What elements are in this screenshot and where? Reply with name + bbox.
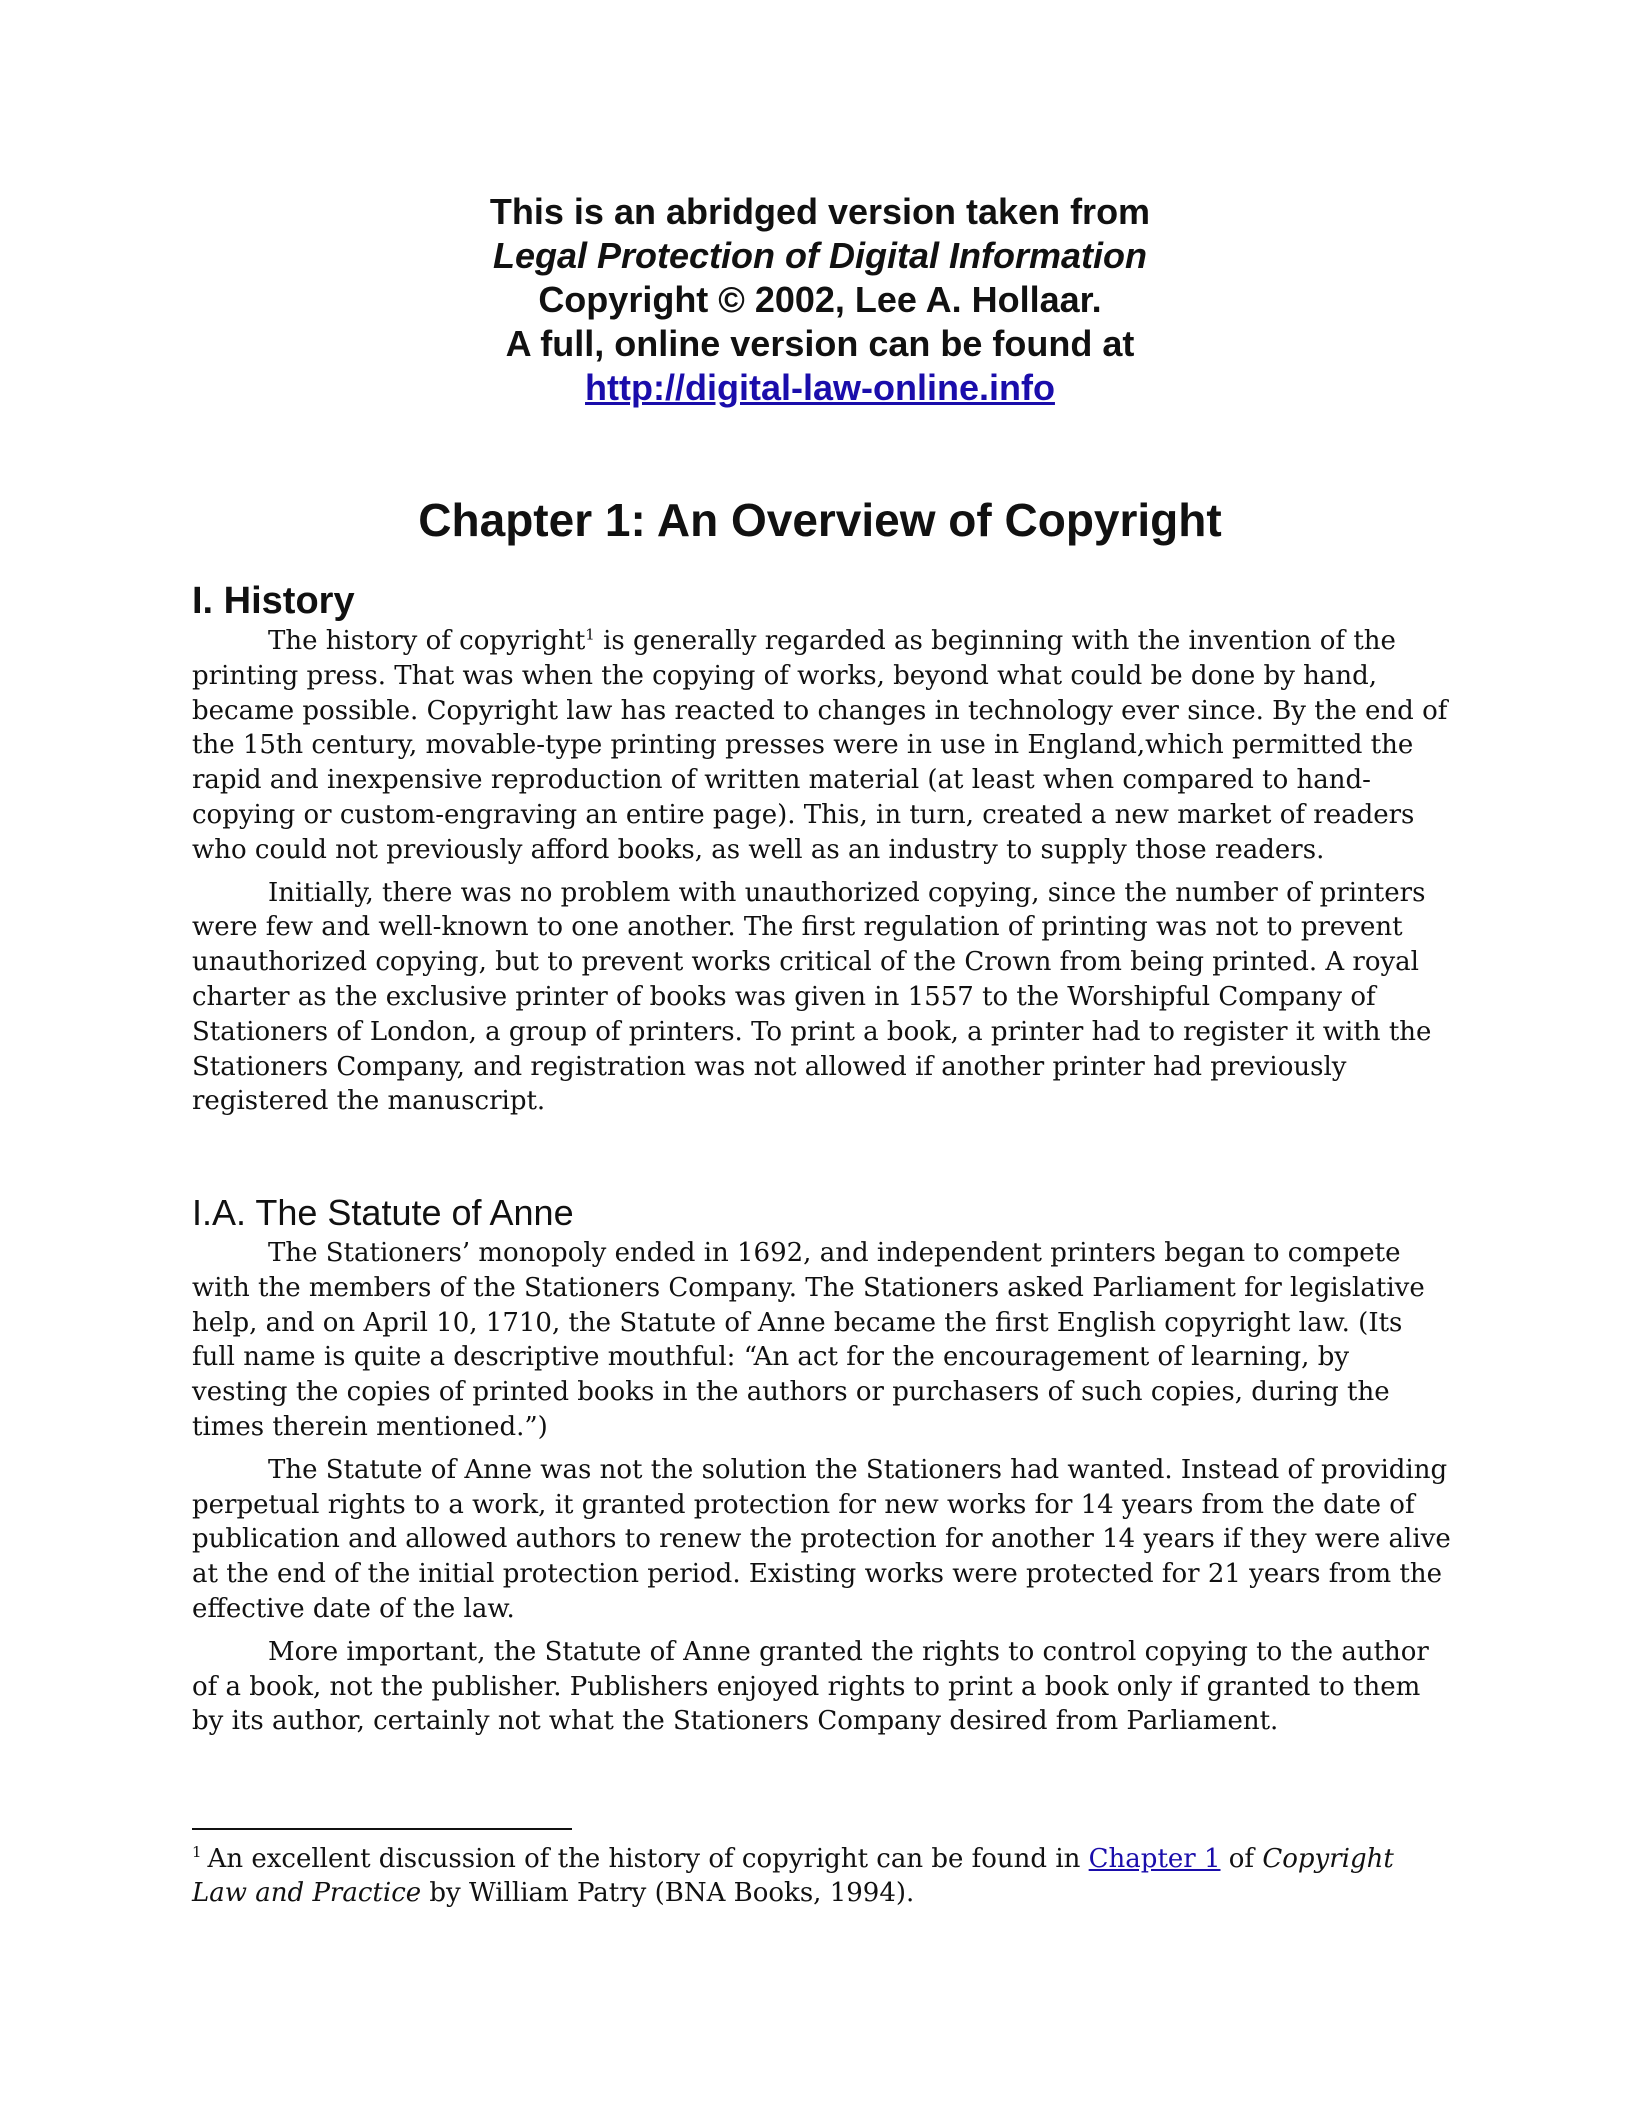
- statute-paragraph-2: The Statute of Anne was not the solution the Stationers had wanted. Instead of providing perpetual rights to a work, it granted protection for new works for 14 years from the date of publication and allowed authors to renew the protection for another 14 years if they were alive at the end of the initial protection period. Existing works were protected for 21 years from the effective date of the law.: [192, 1454, 1451, 1624]
- footnote-book-title: Copyright Law and Practice: [192, 1844, 1394, 1908]
- footnote-divider: [192, 1828, 572, 1830]
- history-paragraph-1-rest: is generally regarded as beginning with the invention of the printing press. That was when the copying of works, beyond what could be done by hand, became possible. Copyright law has reacted to changes in technology ever since. By the end of the 15th century, movable-type printing presses were in use in England,which permitted the rapid and inexpensive reproduction of written material (at least when compared to hand-copying or custom-engraving an entire page). This, in turn, created a new market of readers who could not previously afford books, as well as an industry to supply those readers.: [192, 626, 1448, 865]
- book-title: Legal Protection of Digital Information: [492, 235, 1147, 276]
- abridged-notice: [0, 190, 1640, 410]
- notice-line-1: This is an abridged version taken from: [489, 191, 1151, 232]
- copyright-line: Copyright © 2002, Lee A. Hollaar.: [538, 279, 1102, 320]
- footnote-chapter-link[interactable]: Chapter 1: [1088, 1844, 1221, 1874]
- section-heading-history: I. History: [192, 580, 355, 622]
- footnote-text-start: An excellent discussion of the history of copyright can be found in: [207, 1844, 1089, 1874]
- section-history: [192, 578, 1452, 1127]
- notice-line-4: A full, online version can be found at: [505, 323, 1135, 364]
- footnote-text-middle: of: [1220, 1844, 1263, 1874]
- history-paragraph-1: [192, 624, 1452, 868]
- section-heading-statute-of-anne: I.A. The Statute of Anne: [192, 1192, 574, 1233]
- statute-paragraph-1: The Stationers’ monopoly ended in 1692, and independent printers began to compete with the members of the Stationers Company. The Stationers asked Parliament for legislative help, and on April 10, 1710, the Statute of Anne became the first English copyright law. (Its full name is quite a descriptive mouthful: “An act for the encouragement of learning, by vesting the copies of printed books in the authors or purchasers of such copies, during the times therein mentioned.”): [192, 1238, 1425, 1442]
- website-link[interactable]: http://digital-law-online.info: [585, 367, 1055, 408]
- footnote-mark: 1: [192, 1843, 202, 1862]
- statute-paragraph-3: More important, the Statute of Anne granted the rights to control copying to the author of a book, not the publisher. Publishers enjoyed rights to print a book only if granted to them by its author, certainly not what the Stationers Company desired from Parliament.: [192, 1636, 1429, 1737]
- footnote: [192, 1842, 1452, 1910]
- footnote-reference[interactable]: 1: [585, 625, 595, 644]
- footnote-text-end: by William Patry (BNA Books, 1994).: [421, 1878, 915, 1908]
- history-paragraph-2: Initially, there was no problem with unauthorized copying, since the number of printers were few and well-known to one another. The first regulation of printing was not to prevent unauthorized copying, but to prevent works critical of the Crown from being printed. A royal charter as the exclusive printer of books was given in 1557 to the Worshipful Company of Stationers of London, a group of printers. To print a book, a printer had to register it with the Stationers Company, and registration was not allowed if another printer had previously registered the manuscript.: [192, 877, 1432, 1117]
- chapter-title: Chapter 1: An Overview of Copyright: [418, 494, 1222, 546]
- section-statute-of-anne: [192, 1190, 1452, 1747]
- history-paragraph-1-start: The history of copyright: [268, 626, 586, 656]
